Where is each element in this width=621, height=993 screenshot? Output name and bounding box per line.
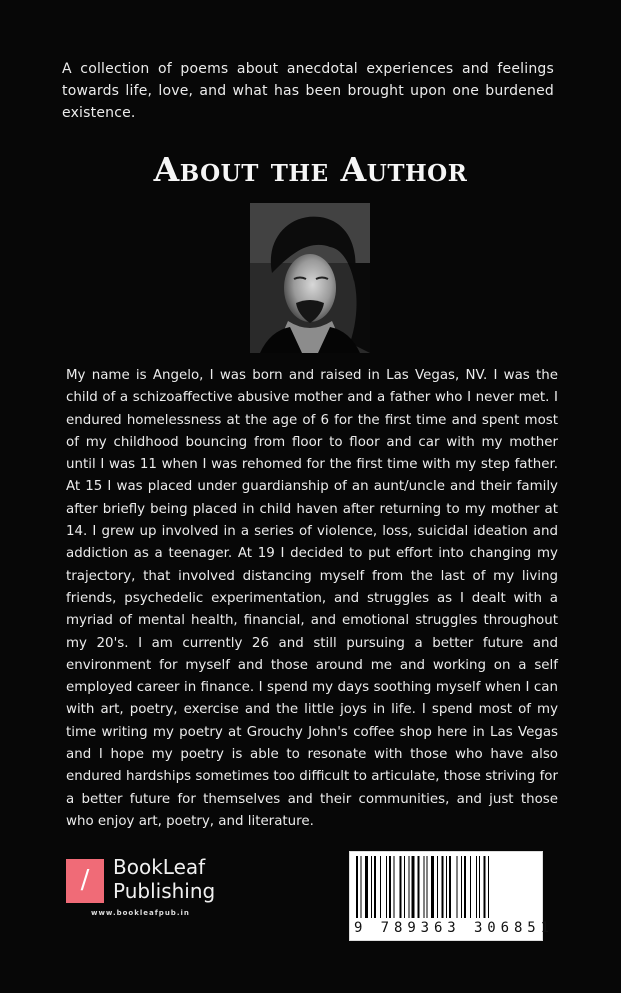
barcode-bar (356, 856, 358, 918)
barcode-bar (470, 856, 471, 918)
publisher-name-line1: BookLeaf (113, 855, 206, 879)
barcode-bar (371, 856, 372, 918)
about-author-heading: About the Author (153, 150, 468, 189)
barcode-bar (446, 856, 447, 918)
author-bio: My name is Angelo, I was born and raised in Las Vegas, NV. I was the child of a schizoaffective abusive mother and a father who I never met. I endured homelessness at the age of 6 for the first time and spent most of my childhood bouncing from floor to floor and car with my mother until I was 11 when I was rehomed for the first time with my step father. At 15 I was placed under guardianship of an aunt/uncle and their family after briefly being placed in child haven after returning to my mother at 14. I grew up involved in a series of violence, loss, suicidal ideation and addiction as a teenager. At 19 I decided to put effort into changing my trajectory, that involved distancing myself from the last of my living friends, psychedelic experimentation, and struggles as I dealt with a myriad of mental health, financial, and emotional struggles throughout my 20's. I am currently 26 and still pursuing a better future and environment for myself and those around me and working on a self employed career in finance. I spend my days soothing myself when I can with art, poetry, exercise and the little joys in life. I spend most of my time writing my poetry at Grouchy John's coffee shop here in Las Vegas and I hope my poetry is able to resonate with those who have also endured hardships sometimes too difficult to articulate, those striving for a better future for themselves and their communities, and just those who enjoy art, poetry, and literature. (66, 368, 558, 829)
barcode-bar (394, 856, 395, 918)
barcode-bar (380, 856, 381, 918)
isbn-barcode (349, 851, 554, 941)
barcode-bar (457, 856, 458, 918)
barcode-bar (389, 856, 391, 918)
publisher-name-line2: Publishing (113, 879, 216, 903)
publisher-url: www.bookleafpub.in (91, 909, 190, 917)
barcode-number: 9 789363 306851 (354, 920, 554, 936)
barcode-bars-icon (356, 856, 536, 920)
barcode-bar (449, 856, 451, 918)
publisher-logo-mark (66, 859, 104, 903)
barcode-bar (479, 856, 480, 918)
barcode-bar (442, 856, 444, 918)
barcode-bar (484, 856, 486, 918)
barcode-bar (427, 856, 428, 918)
barcode-bar (409, 856, 410, 918)
publisher-logo (66, 855, 226, 905)
barcode-bar (431, 856, 434, 918)
barcode-bar (386, 856, 387, 918)
barcode-bar (488, 856, 489, 918)
barcode-bar (464, 856, 466, 918)
barcode-bar (400, 856, 402, 918)
barcode-bar (437, 856, 438, 918)
slash-icon: / (80, 865, 90, 895)
barcode-bar (461, 856, 462, 918)
back-cover-blurb: A collection of poems about anecdotal experiences and feelings towards life, love, and what has been brought upon one burdened existence. (62, 61, 554, 121)
barcode-bar (404, 856, 405, 918)
author-photo (250, 203, 370, 353)
barcode-bar (361, 856, 362, 918)
author-portrait-illustration (250, 203, 370, 353)
barcode-bar (418, 856, 420, 918)
barcode-bar (476, 856, 477, 918)
barcode-bar (374, 856, 376, 918)
barcode-bar (412, 856, 415, 918)
barcode-bar (365, 856, 368, 918)
barcode-bar (424, 856, 425, 918)
